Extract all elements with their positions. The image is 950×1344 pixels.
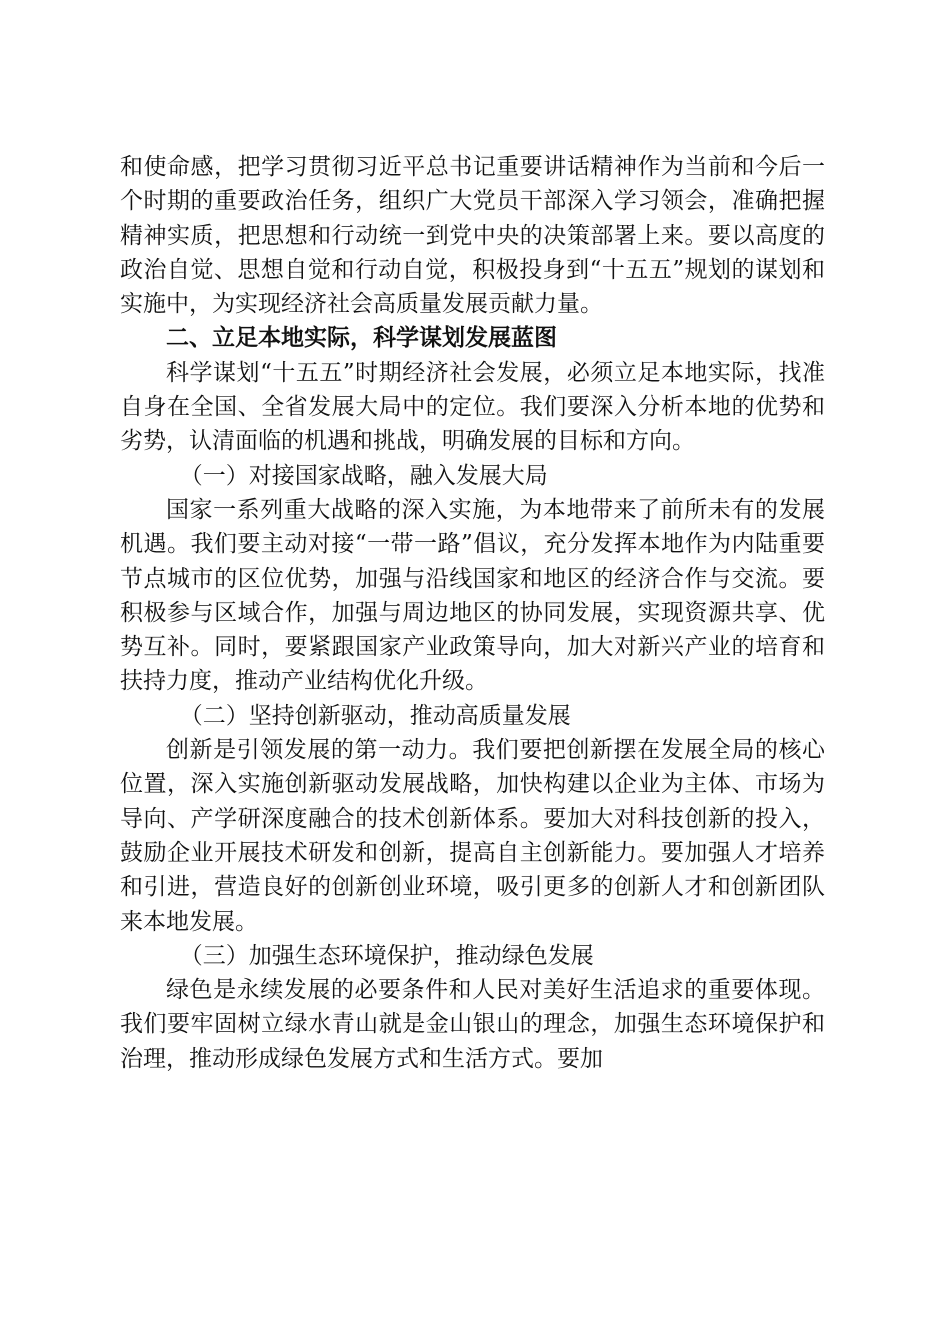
paragraph-national-strategy: 国家一系列重大战略的深入实施，为本地带来了前所未有的发展机遇。我们要主动对接“一带一路”倡议，充分发挥本地作为内陆重要节点城市的区位优势，加强与沿线国家和地区的经济合作与交流。要积极参与区域合作，加强与周边地区的协同发展，实现资源共享、优势互补。同时，要紧跟国家产业政策导向，加大对新兴产业的培育和扶持力度，推动产业结构优化升级。	[120, 496, 825, 695]
paragraph-section-2-intro: 科学谋划“十五五”时期经济社会发展，必须立足本地实际，找准自身在全国、全省发展大局中的定位。我们要深入分析本地的优势和劣势，认清面临的机遇和挑战，明确发展的目标和方向。	[120, 359, 825, 455]
paragraph-opening-continuation: 和使命感，把学习贯彻习近平总书记重要讲话精神作为当前和今后一个时期的重要政治任务，组织广大党员干部深入学习领会，准确把握精神实质，把思想和行动统一到党中央的决策部署上来。要以高度的政治自觉、思想自觉和行动自觉，积极投身到“十五五”规划的谋划和实施中，为实现经济社会高质量发展贡献力量。	[120, 154, 825, 318]
section-heading-2: 二、立足本地实际，科学谋划发展蓝图	[166, 325, 557, 352]
paragraph-innovation: 创新是引领发展的第一动力。我们要把创新摆在发展全局的核心位置，深入实施创新驱动发展战略，加快构建以企业为主体、市场为导向、产学研深度融合的技术创新体系。要加大对科技创新的投入，鼓励企业开展技术研发和创新，提高自主创新能力。要加强人才培养和引进，营造良好的创新创业环境，吸引更多的创新人才和创新团队来本地发展。	[120, 737, 825, 935]
subheading-1: （一）对接国家战略，融入发展大局	[179, 462, 548, 489]
subheading-3: （三）加强生态环境保护，推动绿色发展	[179, 942, 594, 969]
subheading-2: （二）坚持创新驱动，推动高质量发展	[179, 702, 571, 729]
document-page	[120, 150, 825, 1076]
paragraph-green-development: 绿色是永续发展的必要条件和人民对美好生活追求的重要体现。我们要牢固树立绿水青山就是金山银山的理念，加强生态环境保护和治理，推动形成绿色发展方式和生活方式。要加	[120, 977, 825, 1072]
